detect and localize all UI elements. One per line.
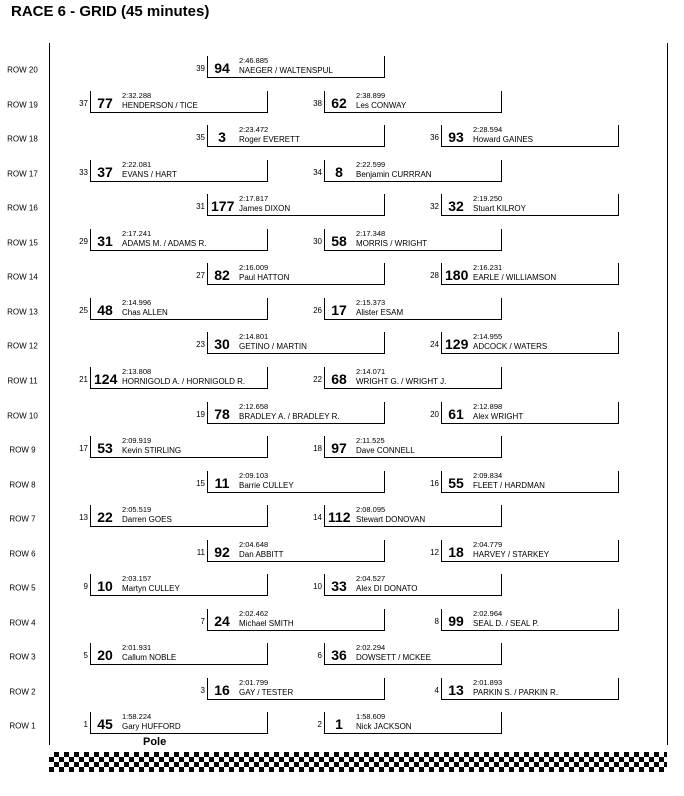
- grid-position: 33: [79, 167, 88, 177]
- qualifying-time: 2:08.095: [356, 505, 386, 515]
- grid-slot: [430, 263, 619, 285]
- car-number: 180: [445, 267, 469, 284]
- driver-name: Alister ESAM: [356, 307, 404, 317]
- car-number: 77: [97, 94, 113, 111]
- driver-name: DOWSETT / MCKEE: [356, 653, 431, 663]
- row-label: ROW 16: [7, 203, 38, 213]
- row-label: ROW 5: [9, 583, 36, 593]
- grid-slot: [83, 643, 268, 665]
- grid-slot: [430, 332, 619, 354]
- driver-name: Dave CONNELL: [356, 446, 415, 456]
- grid-right-border: [667, 43, 668, 745]
- car-number: 62: [331, 94, 347, 111]
- qualifying-time: 2:09.919: [122, 436, 152, 446]
- car-number: 94: [214, 60, 230, 76]
- car-number: 45: [97, 716, 113, 733]
- car-number: 92: [214, 543, 230, 560]
- grid-slot-box: [324, 712, 502, 734]
- car-number: 16: [214, 681, 230, 698]
- qualifying-time: 2:23.472: [239, 125, 269, 135]
- driver-name: NAEGER / WALTENSPUL: [239, 66, 333, 75]
- qualifying-time: 2:05.519: [122, 505, 152, 515]
- grid-position: 38: [313, 98, 322, 108]
- grid-position: 36: [430, 133, 439, 143]
- grid-slot-box: [90, 298, 268, 320]
- grid-position: 30: [313, 236, 322, 246]
- qualifying-time: 2:32.288: [122, 90, 152, 100]
- grid-slot: [313, 436, 502, 458]
- grid-slot: [79, 228, 268, 251]
- grid-slot: [196, 332, 385, 354]
- qualifying-time: 2:02.964: [473, 608, 503, 618]
- grid-position: 16: [430, 478, 439, 488]
- row-label: ROW 1: [9, 721, 36, 731]
- car-number: 124: [94, 370, 118, 387]
- driver-name: EVANS / HART: [122, 169, 177, 179]
- car-number: 8: [335, 163, 343, 180]
- driver-name: Barrie CULLEY: [239, 480, 294, 490]
- grid-position: 37: [79, 98, 88, 108]
- row-label: ROW 19: [7, 100, 38, 110]
- driver-name: ADCOCK / WATERS: [473, 342, 548, 352]
- grid-left-border: [49, 43, 50, 745]
- car-number: 1: [335, 716, 343, 733]
- grid-position: 9: [83, 582, 88, 592]
- car-number: 13: [448, 681, 464, 698]
- qualifying-time: 2:14.071: [356, 366, 386, 376]
- grid-slot: [313, 159, 502, 182]
- row-label: ROW 7: [9, 514, 36, 524]
- chequered-flag-strip: [49, 752, 667, 772]
- grid-slot: [196, 401, 385, 424]
- grid-slot: [196, 539, 385, 562]
- grid-slot: [317, 712, 502, 734]
- grid-slot: [430, 194, 619, 216]
- qualifying-time: 2:22.081: [122, 159, 152, 169]
- driver-name: MORRIS / WRIGHT: [356, 238, 428, 248]
- car-number: 18: [448, 543, 464, 560]
- qualifying-time: 2:16.231: [473, 263, 503, 273]
- driver-name: HORNIGOLD A. / HORNIGOLD R.: [122, 376, 246, 386]
- grid-slot: [200, 608, 385, 631]
- grid-slot: [430, 401, 619, 424]
- grid-slot: [196, 125, 385, 147]
- grid-position: 32: [430, 202, 439, 212]
- grid-slot-box: [207, 471, 385, 493]
- row-label: ROW 11: [7, 376, 38, 386]
- row-label: ROW 10: [7, 411, 38, 420]
- grid-position: 22: [313, 374, 322, 384]
- driver-name: GAY / TESTER: [239, 687, 294, 697]
- grid-slot-box: [441, 402, 619, 424]
- grid-position: 29: [79, 236, 88, 246]
- driver-name: Alex DI DONATO: [356, 584, 418, 594]
- grid-slot: [313, 366, 502, 389]
- car-number: 36: [331, 647, 347, 664]
- driver-name: Nick JACKSON: [356, 722, 412, 732]
- driver-name: GETINO / MARTIN: [239, 342, 307, 352]
- grid-position: 20: [430, 409, 439, 419]
- grid-position: 1: [83, 720, 88, 730]
- driver-name: PARKIN S. / PARKIN R.: [473, 687, 559, 697]
- grid-slot-box: [90, 505, 268, 527]
- qualifying-time: 2:01.799: [239, 677, 269, 687]
- driver-name: Gary HUFFORD: [122, 722, 181, 732]
- grid-position: 21: [79, 374, 88, 384]
- grid-slot: [79, 297, 268, 320]
- grid-position: 18: [313, 444, 322, 454]
- grid-position: 31: [196, 202, 205, 212]
- qualifying-time: 2:01.893: [473, 677, 503, 687]
- driver-name: Martyn CULLEY: [122, 584, 180, 594]
- grid-slot: [317, 643, 502, 665]
- grid-slot-box: [207, 609, 385, 631]
- driver-name: Stewart DONOVAN: [356, 515, 426, 525]
- driver-name: SEAL D. / SEAL P.: [473, 618, 539, 628]
- grid-position: 8: [434, 616, 439, 626]
- row-label: ROW 6: [9, 549, 36, 559]
- grid-slot-box: [324, 91, 502, 113]
- car-number: 20: [97, 647, 113, 664]
- car-number: 33: [331, 578, 347, 595]
- grid-slot: [313, 574, 502, 596]
- car-number: 31: [97, 232, 113, 249]
- driver-name: Dan ABBITT: [239, 549, 284, 559]
- grid-position: 6: [317, 651, 322, 661]
- row-label: ROW 3: [9, 652, 36, 662]
- grid-position: 26: [313, 305, 322, 315]
- car-number: 24: [214, 612, 230, 629]
- row-label: ROW 20: [7, 65, 38, 75]
- qualifying-time: 2:11.525: [356, 436, 385, 446]
- row-label: ROW 2: [9, 687, 36, 697]
- qualifying-time: 2:09.103: [239, 470, 269, 480]
- row-label: ROW 15: [7, 238, 38, 248]
- row-label: ROW 13: [7, 307, 38, 317]
- qualifying-time: 2:17.241: [122, 228, 152, 238]
- grid-position: 11: [196, 547, 205, 557]
- row-label: ROW 4: [9, 618, 36, 628]
- grid-position: 12: [430, 547, 439, 557]
- grid-slot: [434, 608, 619, 631]
- grid-slot: [434, 677, 619, 700]
- grid-position: 10: [313, 582, 322, 592]
- qualifying-time: 2:15.373: [356, 297, 386, 307]
- grid-slot-box: [207, 540, 385, 562]
- car-number: 93: [448, 129, 464, 146]
- driver-name: FLEET / HARDMAN: [473, 480, 545, 490]
- car-number: 129: [445, 336, 469, 353]
- grid-slot: [430, 125, 619, 147]
- qualifying-time: 2:38.899: [356, 90, 386, 100]
- grid-position: 5: [83, 651, 88, 661]
- grid-slot: [79, 90, 268, 113]
- car-number: 97: [331, 440, 347, 457]
- grid-slot: [196, 194, 385, 216]
- driver-name: Kevin STIRLING: [122, 446, 182, 456]
- grid-position: 4: [434, 685, 439, 695]
- grid-slot: [196, 263, 385, 285]
- qualifying-time: 2:02.294: [356, 643, 386, 653]
- grid-slot: [196, 56, 385, 78]
- driver-name: Chas ALLEN: [122, 307, 168, 317]
- car-number: 68: [331, 370, 347, 387]
- grid-slot: [196, 470, 385, 493]
- car-number: 22: [97, 509, 113, 526]
- row-label: ROW 8: [9, 480, 36, 490]
- car-number: 61: [448, 405, 464, 422]
- grid-position: 13: [79, 513, 88, 523]
- grid-position: 3: [200, 685, 205, 695]
- car-number: 37: [97, 163, 113, 180]
- car-number: 10: [97, 578, 113, 595]
- grid-position: 2: [317, 720, 322, 730]
- grid-position: 35: [196, 133, 205, 143]
- driver-name: Darren GOES: [122, 515, 172, 525]
- grid-position: 25: [79, 305, 88, 315]
- car-number: 55: [448, 474, 464, 491]
- pole-label: Pole: [143, 736, 167, 748]
- qualifying-time: 2:22.599: [356, 159, 386, 169]
- grid-position: 14: [313, 513, 322, 523]
- grid-slot: [200, 677, 385, 700]
- qualifying-time: 2:03.157: [122, 574, 152, 584]
- grid-position: 39: [196, 64, 205, 73]
- qualifying-time: 2:46.885: [239, 56, 269, 65]
- grid-position: 19: [196, 409, 205, 419]
- qualifying-time: 2:14.996: [122, 297, 152, 307]
- qualifying-time: 2:04.779: [473, 539, 503, 549]
- grid-slot: [83, 712, 268, 734]
- qualifying-time: 2:16.009: [239, 263, 269, 273]
- car-number: 78: [214, 405, 230, 422]
- grid-slot: [430, 470, 619, 493]
- car-number: 112: [328, 509, 351, 526]
- grid-position: 27: [196, 271, 205, 281]
- grid-slot-box: [207, 263, 385, 285]
- qualifying-time: 2:14.955: [473, 332, 503, 342]
- qualifying-time: 2:02.462: [239, 608, 269, 618]
- grid-slot-box: [207, 678, 385, 700]
- car-number: 17: [331, 301, 347, 318]
- row-label: ROW 18: [7, 134, 38, 144]
- qualifying-time: 1:58.609: [356, 712, 386, 722]
- qualifying-time: 2:09.834: [473, 470, 503, 480]
- driver-name: EARLE / WILLIAMSON: [473, 273, 557, 283]
- row-label: ROW 9: [9, 445, 36, 455]
- grid-position: 15: [196, 478, 205, 488]
- grid-slot: [79, 505, 268, 527]
- qualifying-time: 2:12.898: [473, 401, 503, 411]
- grid-position: 34: [313, 167, 322, 177]
- car-number: 82: [214, 267, 230, 284]
- grid-slot-box: [90, 643, 268, 665]
- grid-slot: [313, 90, 502, 113]
- qualifying-time: 2:13.808: [122, 366, 152, 376]
- car-number: 30: [214, 336, 230, 353]
- driver-name: BRADLEY A. / BRADLEY R.: [239, 411, 340, 421]
- qualifying-time: 2:14.801: [239, 332, 269, 342]
- grid-slot: [313, 297, 502, 320]
- row-label: ROW 12: [7, 341, 38, 351]
- row-label: ROW 14: [7, 272, 38, 282]
- grid-slot: [313, 228, 502, 251]
- car-number: 99: [448, 612, 464, 629]
- car-number: 3: [218, 129, 226, 146]
- grid-slot: [79, 366, 268, 389]
- qualifying-time: 2:17.348: [356, 228, 386, 238]
- page-title: RACE 6 - GRID (45 minutes): [11, 3, 210, 20]
- driver-name: Michael SMITH: [239, 618, 294, 628]
- grid-slot: [313, 505, 502, 527]
- grid-slot: [430, 539, 619, 562]
- grid-slot-box: [324, 298, 502, 320]
- driver-name: Alex WRIGHT: [473, 411, 524, 421]
- driver-name: Benjamin CURRRAN: [356, 169, 432, 179]
- grid-slot: [79, 436, 268, 458]
- qualifying-time: 2:04.648: [239, 539, 269, 549]
- grid-position: 17: [79, 444, 88, 454]
- grid-position: 7: [200, 616, 205, 626]
- car-number: 11: [214, 474, 230, 491]
- driver-name: Les CONWAY: [356, 100, 407, 110]
- driver-name: Howard GAINES: [473, 135, 534, 145]
- driver-name: ADAMS M. / ADAMS R.: [122, 238, 207, 248]
- qualifying-time: 2:19.250: [473, 194, 503, 204]
- grid-slot: [79, 159, 268, 182]
- car-number: 32: [448, 198, 464, 215]
- qualifying-time: 2:12.658: [239, 401, 269, 411]
- qualifying-time: 2:17.817: [239, 194, 269, 204]
- car-number: 48: [97, 301, 113, 318]
- driver-name: Stuart KILROY: [473, 204, 526, 214]
- grid-position: 28: [430, 271, 439, 281]
- grid-slot: [83, 574, 268, 596]
- grid-position: 23: [196, 340, 205, 350]
- driver-name: James DIXON: [239, 204, 291, 214]
- grid-slot-box: [90, 160, 268, 182]
- driver-name: Paul HATTON: [239, 273, 290, 283]
- qualifying-time: 1:58.224: [122, 712, 152, 722]
- driver-name: HENDERSON / TICE: [122, 100, 198, 110]
- car-number: 177: [211, 198, 235, 215]
- driver-name: HARVEY / STARKEY: [473, 549, 550, 559]
- grid-position: 24: [430, 340, 439, 350]
- row-label: ROW 17: [7, 169, 38, 179]
- car-number: 53: [97, 440, 113, 457]
- driver-name: Callum NOBLE: [122, 653, 177, 663]
- driver-name: Roger EVERETT: [239, 135, 300, 145]
- car-number: 58: [331, 232, 347, 249]
- qualifying-time: 2:04.527: [356, 574, 386, 584]
- qualifying-time: 2:28.594: [473, 125, 503, 135]
- qualifying-time: 2:01.931: [122, 643, 152, 653]
- grid-slot-box: [441, 194, 619, 216]
- driver-name: WRIGHT G. / WRIGHT J.: [356, 376, 447, 386]
